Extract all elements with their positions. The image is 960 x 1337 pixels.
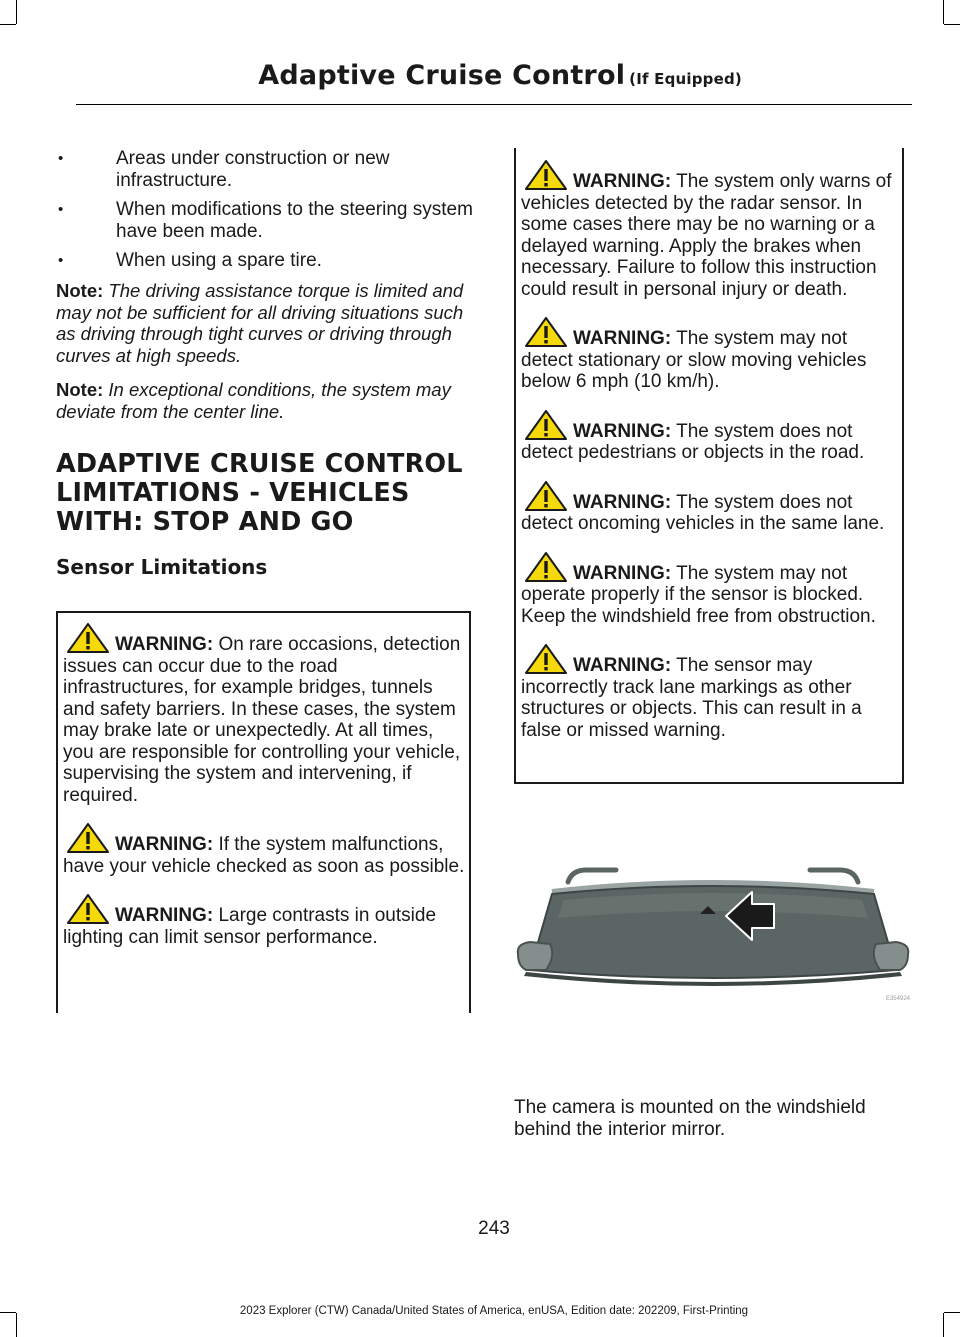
note-text: In exceptional conditions, the system may deviate from the center line. <box>56 379 451 422</box>
warning-list <box>516 160 900 741</box>
warning-triangle-icon <box>525 317 567 347</box>
warning-box-right-rule <box>469 611 471 1013</box>
warning-label: WARNING: <box>573 655 672 676</box>
warning-text: The system does not detect oncoming vehicles in the same lane. <box>521 491 885 534</box>
windshield-camera-illustration <box>512 860 914 1002</box>
warning-triangle-icon <box>67 823 109 853</box>
warning-box-bottom-rule <box>514 782 904 784</box>
warning <box>521 644 900 741</box>
note-label: Note: <box>56 379 104 400</box>
warning-label: WARNING: <box>573 171 672 192</box>
note-label: Note: <box>56 280 104 301</box>
header-rule <box>76 104 912 105</box>
warning-triangle-icon <box>525 481 567 511</box>
note <box>56 379 474 422</box>
warning-text: Large contrasts in outside lighting can limit sensor performance. <box>63 905 437 948</box>
warning-box-right-rule <box>902 148 904 784</box>
footer-text: 2023 Explorer (CTW) Canada/United States of America, enUSA, Edition date: 202209, First-Printing <box>239 1305 749 1317</box>
warning-text: The system may not detect stationary or slow moving vehicles below 6 mph (10 km/h). <box>521 328 867 392</box>
warning <box>521 552 900 628</box>
warning-label: WARNING: <box>115 834 214 855</box>
warning-label: WARNING: <box>573 328 672 349</box>
warning <box>521 160 900 300</box>
warning-triangle-icon <box>525 644 567 674</box>
warning-list <box>58 613 468 948</box>
title-suffix: (If Equipped) <box>629 70 742 88</box>
crop-mark <box>944 24 960 25</box>
section-heading: ADAPTIVE CRUISE CONTROL LIMITATIONS - VEHICLES WITH: STOP AND GO <box>56 449 463 537</box>
warning-label: WARNING: <box>573 562 672 584</box>
note <box>56 280 474 366</box>
warning-label: WARNING: <box>115 634 214 655</box>
page-title <box>258 60 742 91</box>
warning-triangle-icon <box>525 160 567 190</box>
warning-box <box>58 613 468 948</box>
figure-caption: The camera is mounted on the windshield behind the interior mirror. <box>514 1097 866 1140</box>
warning-text: The system may not operate properly if the sensor is blocked. Keep the windshield free from obstruction. <box>521 562 876 627</box>
left-column <box>56 148 474 579</box>
warning-triangle-icon <box>67 894 109 924</box>
crop-mark <box>0 24 16 25</box>
warning-text: The sensor may incorrectly track lane markings as other structures or objects. This can result in a false or missed warning. <box>521 655 862 741</box>
warning-triangle-icon <box>525 410 567 440</box>
title-text: Adaptive Cruise Control <box>258 60 626 91</box>
warning-text: The system only warns of vehicles detected by the radar sensor. In some cases there may be no warning or a delayed warning. Apply the brakes when necessary. Failure to follow this instruction could result in personal injury or death. <box>521 171 892 300</box>
warning <box>521 481 900 535</box>
note-text: The driving assistance torque is limited and may not be sufficient for all driving situations such as driving through tight curves or driving through curves at high speeds. <box>56 280 464 366</box>
warning-box <box>516 160 900 741</box>
bullet-list <box>56 148 474 272</box>
warning-label: WARNING: <box>573 491 672 513</box>
warning-text: The system does not detect pedestrians or objects in the road. <box>521 420 865 463</box>
warning <box>63 894 465 948</box>
warning-text: If the system malfunctions, have your vehicle checked as soon as possible. <box>63 834 465 877</box>
crop-mark <box>943 0 944 24</box>
warning-label: WARNING: <box>115 905 214 926</box>
warning <box>63 823 465 877</box>
warning-triangle-icon <box>525 552 567 582</box>
crop-mark <box>16 0 17 24</box>
page-number: 243 <box>478 1218 510 1239</box>
warning-label: WARNING: <box>573 420 672 442</box>
warning <box>521 317 900 393</box>
warning <box>63 623 465 806</box>
warning-text: On rare occasions, detection issues can occur due to the road infrastructures, for example bridges, tunnels and safety barriers. In these cases, the system may brake late or unexpectedly. At all times, you are responsible for controlling your vehicle, supervising the system and intervening, if required. <box>63 634 461 806</box>
list-item: • Areas under construction or new infrastructure. <box>56 148 474 192</box>
sub-heading: Sensor Limitations <box>56 555 268 579</box>
warning-triangle-icon <box>67 623 109 653</box>
list-item: • When using a spare tire. <box>56 250 474 272</box>
list-item: • When modifications to the steering system have been made. <box>56 199 474 243</box>
warning <box>521 410 900 464</box>
figure-code: E354924 <box>885 996 910 1002</box>
